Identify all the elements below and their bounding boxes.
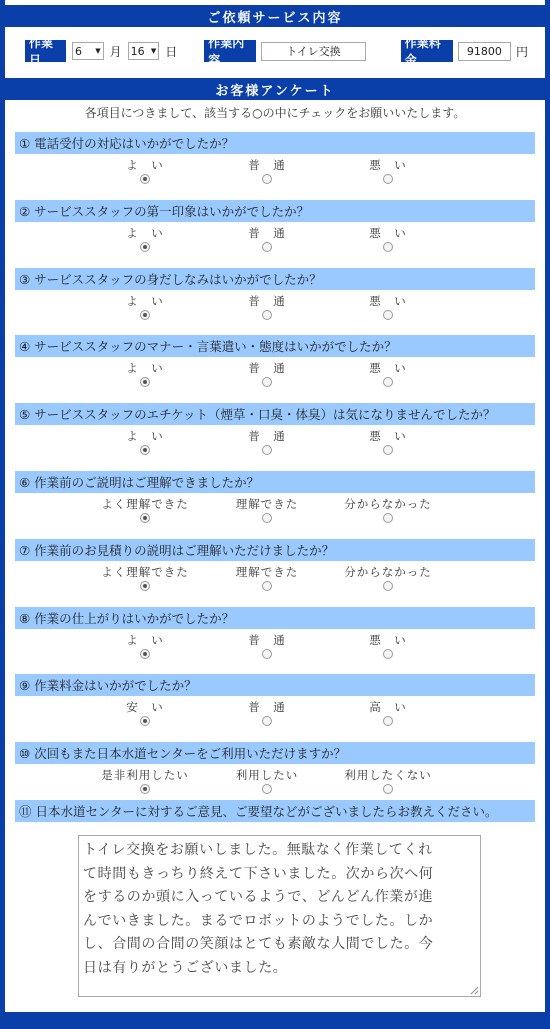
radio-option[interactable] <box>85 700 205 726</box>
radio-button[interactable] <box>140 445 150 455</box>
question-header <box>15 471 535 493</box>
radio-option-label: よ い <box>126 633 164 647</box>
radio-option-label: 利用したくない <box>344 768 432 782</box>
question-header <box>15 335 535 357</box>
comment-line: し、合間の合間の笑顔はとても素敵な人間でした。今 <box>83 936 434 952</box>
radio-option-label: よ い <box>126 429 164 443</box>
radio-button[interactable] <box>262 174 272 184</box>
date-label: 作業日 <box>25 40 66 62</box>
comment-textarea[interactable] <box>78 835 481 997</box>
footer-band <box>5 1012 545 1029</box>
work-content-field[interactable]: トイレ交換 <box>261 42 366 61</box>
day-unit: 日 <box>165 44 178 59</box>
radio-button[interactable] <box>140 174 150 184</box>
radio-option-label: 分からなかった <box>344 497 432 511</box>
chevron-down-icon: ▼ <box>95 47 101 55</box>
radio-option-label: 分からなかった <box>344 565 432 579</box>
resize-grip-icon[interactable] <box>470 986 479 995</box>
radio-option-label: 安 い <box>126 700 164 714</box>
radio-button[interactable] <box>140 649 150 659</box>
month-select[interactable] <box>72 42 104 60</box>
radio-option[interactable] <box>85 294 205 320</box>
radio-option[interactable] <box>85 361 205 387</box>
comment-line: をするのか頭に入っているようで、どんどん作業が進 <box>83 889 434 905</box>
radio-option[interactable] <box>85 158 205 184</box>
radio-option[interactable] <box>85 497 205 523</box>
radio-option[interactable] <box>328 361 448 387</box>
comment-line: て時間もきっちり終えて下さいました。次から次へ何 <box>83 865 434 882</box>
question-header <box>15 674 535 696</box>
question-label: ⑥ 作業前のご説明はご理解できましたか？ <box>19 475 260 490</box>
question-header <box>15 403 535 425</box>
radio-option[interactable] <box>85 768 205 794</box>
radio-option-label: 高 い <box>369 700 407 714</box>
radio-option[interactable] <box>85 633 205 659</box>
question-label: ⑩ 次回もまた日本水道センターをご利用いただけますか？ <box>19 746 347 761</box>
radio-option-label: 悪 い <box>369 226 407 240</box>
question-header <box>15 132 535 154</box>
radio-button[interactable] <box>383 649 393 659</box>
radio-button[interactable] <box>140 310 150 320</box>
fee-field[interactable]: 91800 <box>458 42 511 61</box>
radio-option-label: 理解できた <box>235 497 299 511</box>
radio-option[interactable] <box>207 294 327 320</box>
chevron-down-icon: ▼ <box>150 47 157 55</box>
radio-button[interactable] <box>262 377 272 387</box>
radio-button[interactable] <box>140 581 150 591</box>
radio-option[interactable] <box>328 497 448 523</box>
radio-option-label: よ い <box>126 226 164 240</box>
radio-button[interactable] <box>262 649 272 659</box>
radio-option[interactable] <box>85 565 205 591</box>
radio-button[interactable] <box>140 377 150 387</box>
comment-question-header <box>15 800 535 822</box>
radio-button[interactable] <box>262 445 272 455</box>
comment-line: 日は有りがとうございました。 <box>83 959 288 976</box>
day-select-value: 16 <box>130 44 145 58</box>
fee-label: 作業料金 <box>401 40 453 62</box>
radio-option[interactable] <box>207 226 327 252</box>
radio-option[interactable] <box>328 565 448 591</box>
radio-option-label: 利用したい <box>235 768 299 782</box>
comment-line: んでいきました。まるでロボットのようでした。しか <box>83 912 434 929</box>
survey-instructions: 各項目につきまして、該当する○の中にチェックをお願いいたします。 <box>84 106 466 120</box>
survey-section-title: お客様アンケート <box>215 83 335 99</box>
radio-button[interactable] <box>383 581 393 591</box>
radio-option[interactable] <box>207 361 327 387</box>
month-unit: 月 <box>109 44 122 59</box>
service-details-row <box>25 36 531 67</box>
radio-option[interactable] <box>207 768 327 794</box>
radio-button[interactable] <box>383 513 393 523</box>
radio-option[interactable] <box>207 633 327 659</box>
radio-option-label: 普 通 <box>248 633 286 647</box>
comment-text <box>83 839 476 980</box>
radio-option[interactable] <box>207 700 327 726</box>
radio-button[interactable] <box>383 377 393 387</box>
radio-option[interactable] <box>207 565 327 591</box>
radio-option[interactable] <box>207 497 327 523</box>
day-select[interactable] <box>128 42 160 60</box>
radio-option-label: よ い <box>126 294 164 308</box>
radio-button[interactable] <box>383 310 393 320</box>
question-label: ① 電話受付の対応はいかがでしたか？ <box>19 136 235 151</box>
question-label: ⑦ 作業前のお見積りの説明はご理解いただけましたか？ <box>19 543 335 558</box>
radio-option-label: 普 通 <box>248 361 286 375</box>
radio-button[interactable] <box>262 716 272 726</box>
survey-section-header <box>5 78 545 100</box>
radio-button[interactable] <box>262 784 272 794</box>
radio-option-label: 悪 い <box>369 158 407 172</box>
radio-button[interactable] <box>383 784 393 794</box>
comment-question-label: ⑪ 日本水道センターに対するご意見、ご要望などがございましたらお教えください。 <box>19 804 498 819</box>
service-section-title: ご依頼サービス内容 <box>207 10 343 26</box>
radio-button[interactable] <box>383 716 393 726</box>
question-header <box>15 268 535 290</box>
question-header <box>15 539 535 561</box>
radio-option-label: 理解できた <box>235 565 299 579</box>
comment-line: トイレ交換をお願いしました。無駄なく作業してくれ <box>83 842 433 858</box>
radio-option-label: よ い <box>126 158 164 172</box>
radio-button[interactable] <box>140 513 150 523</box>
radio-option-label: 悪 い <box>369 294 407 308</box>
radio-option[interactable] <box>328 700 448 726</box>
month-select-value: 6 <box>74 44 82 58</box>
radio-option-label: 普 通 <box>248 294 286 308</box>
radio-option[interactable] <box>328 429 448 455</box>
radio-button[interactable] <box>140 716 150 726</box>
radio-option-label: 是非利用したい <box>101 768 189 782</box>
radio-button[interactable] <box>383 174 393 184</box>
radio-option[interactable] <box>328 633 448 659</box>
radio-button[interactable] <box>383 242 393 252</box>
radio-button[interactable] <box>262 310 272 320</box>
work-content-label: 作業内容 <box>204 40 256 62</box>
question-header <box>15 200 535 222</box>
radio-button[interactable] <box>262 581 272 591</box>
radio-option-label: 普 通 <box>248 226 286 240</box>
radio-option[interactable] <box>85 226 205 252</box>
question-label: ③ サービススタッフの身だしなみはいかがでしたか？ <box>19 272 322 287</box>
question-label: ② サービススタッフの第一印象はいかがでしたか？ <box>19 204 310 219</box>
radio-option[interactable] <box>207 158 327 184</box>
radio-option[interactable] <box>207 429 327 455</box>
radio-button[interactable] <box>383 445 393 455</box>
question-label: ⑤ サービススタッフのエチケット（煙草・口臭・体臭）は気になりませんでしたか？ <box>19 407 496 422</box>
radio-option[interactable] <box>328 158 448 184</box>
service-section-header <box>5 5 545 27</box>
question-header <box>15 607 535 629</box>
radio-option-label: 普 通 <box>248 700 286 714</box>
radio-option-label: 悪 い <box>369 361 407 375</box>
radio-option-label: よ い <box>126 361 164 375</box>
question-label: ⑨ 作業料金はいかがでしたか？ <box>19 678 197 693</box>
radio-option-label: よく理解できた <box>101 497 189 511</box>
radio-button[interactable] <box>262 513 272 523</box>
radio-option[interactable] <box>328 226 448 252</box>
question-label: ⑧ 作業の仕上がりはいかがでしたか？ <box>19 611 235 626</box>
radio-option[interactable] <box>85 429 205 455</box>
radio-button[interactable] <box>140 242 150 252</box>
radio-option-label: 悪 い <box>369 633 407 647</box>
question-header <box>15 742 535 764</box>
radio-option[interactable] <box>328 768 448 794</box>
radio-button[interactable] <box>262 242 272 252</box>
question-label: ④ サービススタッフのマナー・言葉遣い・態度はいかがでしたか？ <box>19 339 397 354</box>
radio-option-label: 悪 い <box>369 429 407 443</box>
radio-option-label: よく理解できた <box>101 565 189 579</box>
radio-option-label: 普 通 <box>248 158 286 172</box>
radio-button[interactable] <box>140 784 150 794</box>
radio-option[interactable] <box>328 294 448 320</box>
radio-option-label: 普 通 <box>248 429 286 443</box>
fee-unit: 円 <box>515 44 528 59</box>
